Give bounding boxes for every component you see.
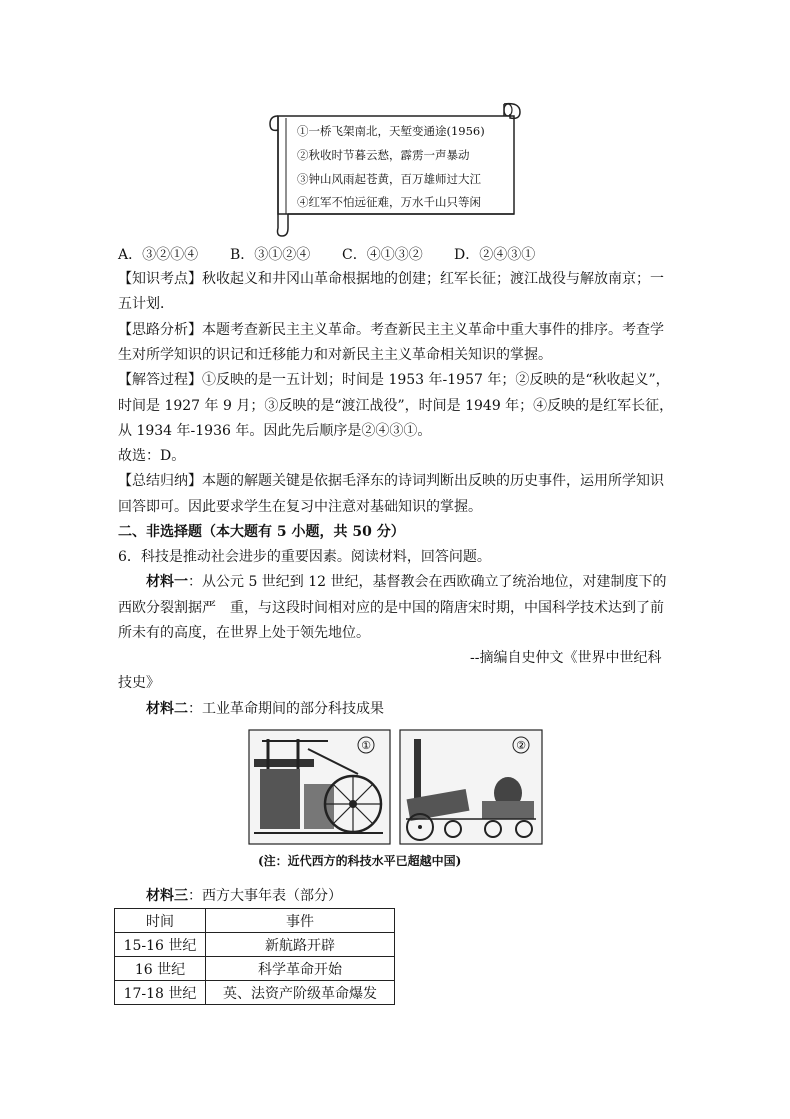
knowledge-line-1	[118, 269, 664, 289]
scroll-line-2: ②秋收时节暮云愁，霹雳一声暴动	[297, 148, 470, 162]
table-row	[115, 957, 395, 981]
process-text: ①反映的是一五计划；时间是 1953 年-1957 年；②反映的是“秋收起义”，	[202, 372, 670, 388]
material-3-text: ：西方大事年表（部分）	[188, 888, 342, 904]
analysis-line-1	[118, 320, 664, 340]
material-2-label: 材料二	[146, 701, 188, 717]
material-1-line-2: 西欧分裂割据严 重，与这段时间相对应的是中国的隋唐宋时期，中国科学技术达到了前	[118, 600, 664, 616]
analysis-line-2: 生对所学知识的识记和迁移能力和对新民主主义革命相关知识的掌握。	[118, 347, 552, 363]
table-header-row	[115, 909, 395, 933]
scroll-line-3: ③钟山风雨起苍黄，百万雄师过大江	[297, 172, 481, 186]
option-a: A．③②①④	[118, 247, 199, 263]
material-1-text: ：从公元 5 世纪到 12 世纪，基督教会在西欧确立了统治地位，对建制度下的	[188, 574, 667, 590]
knowledge-label: 【知识考点】	[118, 271, 202, 287]
table-header-event: 事件	[206, 909, 395, 933]
section-heading: 二、非选择题（本大题有 5 小题，共 50 分）	[118, 524, 405, 540]
material-3-line	[146, 886, 342, 906]
summary-line-2: 回答即可。因此要求学生在复习中注意对基础知识的掌握。	[118, 499, 482, 515]
knowledge-text: 秋收起义和井冈山革命根据地的创建；红军长征；渡江战役与解放南京；一	[202, 271, 664, 287]
process-line-2: 时间是 1927 年 9 月；③反映的是“渡江战役”，时间是 1949 年；④反映的是红军长征，	[118, 398, 674, 414]
option-c: C．④①③②	[342, 247, 423, 263]
analysis-text: 本题考查新民主主义革命。考查新民主主义革命中重大事件的排序。考查学	[202, 322, 664, 338]
material-1-line-3: 所未有的高度，在世界上处于领先地位。	[118, 625, 370, 641]
scroll-line-1: ①一桥飞架南北，天堑变通途(1956)	[297, 124, 485, 138]
table-cell-time: 17-18 世纪	[115, 981, 206, 1005]
material-1-source-cont: 技史》	[118, 675, 160, 691]
summary-text: 本题的解题关键是依据毛泽东的诗词判断出反映的历史事件，运用所学知识	[202, 473, 664, 489]
material-1-label: 材料一	[146, 574, 188, 590]
table-cell-event: 科学革命开始	[206, 957, 395, 981]
option-b: B．③①②④	[230, 247, 311, 263]
answer-line: 故选：D。	[118, 448, 186, 464]
events-table	[114, 908, 395, 1005]
figure-caption: (注：近代西方的科技水平已超越中国)	[258, 854, 462, 868]
table-cell-time: 15-16 世纪	[115, 933, 206, 957]
poem-scroll-image	[268, 98, 526, 238]
material-2-line	[146, 699, 384, 719]
material-3-label: 材料三	[146, 888, 188, 904]
table-row	[115, 981, 395, 1005]
table-cell-event: 新航路开辟	[206, 933, 395, 957]
figure-label-2: ②	[516, 739, 526, 752]
material-2-text: ：工业革命期间的部分科技成果	[188, 701, 384, 717]
table-cell-event: 英、法资产阶级革命爆发	[206, 981, 395, 1005]
process-label: 【解答过程】	[118, 372, 202, 388]
option-d: D．②④③①	[454, 247, 536, 263]
figure-label-1: ①	[361, 739, 371, 752]
summary-label: 【总结归纳】	[118, 473, 202, 489]
table-row	[115, 933, 395, 957]
answer-options	[118, 244, 535, 264]
process-line-1	[118, 370, 670, 390]
question-6-stem: 6．科技是推动社会进步的重要因素。阅读材料，回答问题。	[118, 549, 491, 565]
table-cell-time: 16 世纪	[115, 957, 206, 981]
table-header-time: 时间	[115, 909, 206, 933]
knowledge-line-2: 五计划．	[118, 296, 174, 312]
scroll-line-4: ④红军不怕远征难，万水千山只等闲	[297, 195, 481, 209]
analysis-label: 【思路分析】	[118, 322, 202, 338]
material-1-source: --摘编自史仲文《世界中世纪科	[470, 650, 662, 666]
summary-line-1	[118, 471, 664, 491]
material-1-line-1	[146, 572, 667, 592]
process-line-3: 从 1934 年-1936 年。因此先后顺序是②④③①。	[118, 423, 432, 439]
